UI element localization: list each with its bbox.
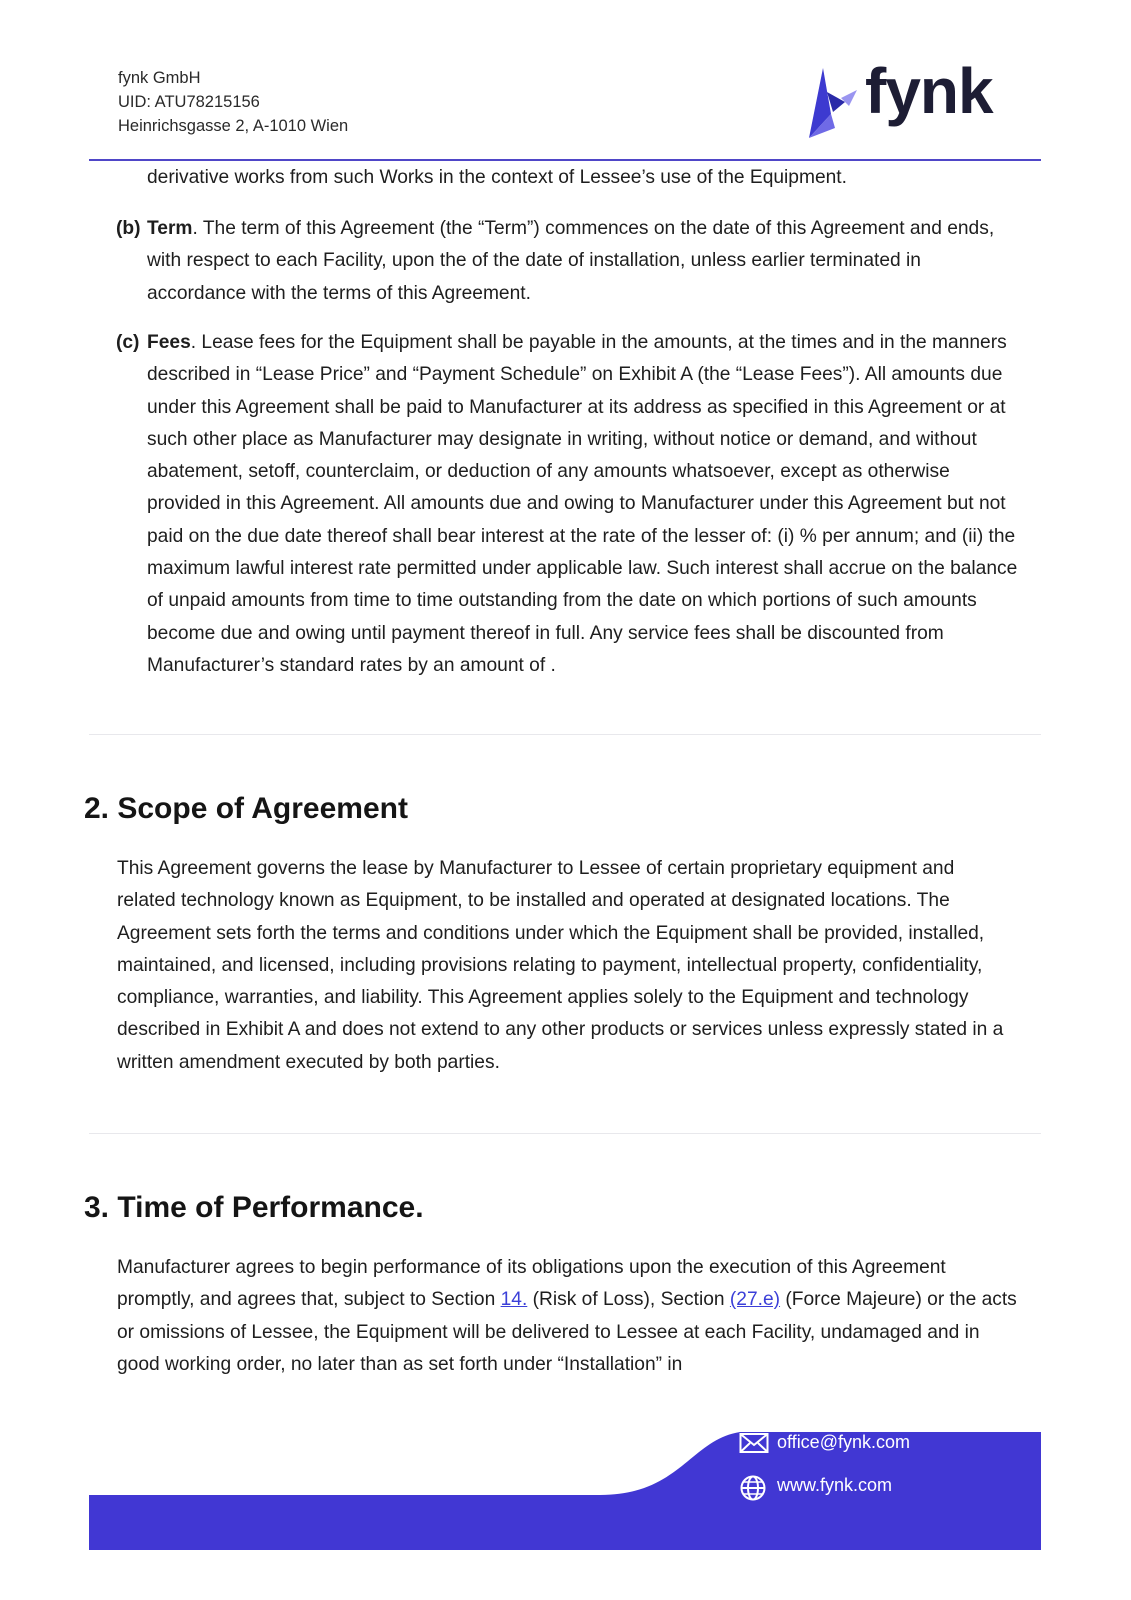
item-b-label: (b) bbox=[116, 218, 141, 239]
header-rule bbox=[89, 159, 1041, 161]
logo-wordmark: fynk bbox=[865, 55, 993, 127]
footer-email-text[interactable]: office@fynk.com bbox=[777, 1432, 910, 1452]
section-27e-link[interactable]: (27.e) bbox=[729, 1289, 781, 1311]
item-c-title: Fees bbox=[147, 332, 191, 353]
section-3-heading: 3. Time of Performance. bbox=[84, 1191, 424, 1224]
bird-logo-icon bbox=[805, 62, 865, 142]
footer-website-text[interactable]: www.fynk.com bbox=[777, 1475, 893, 1495]
item-b-text: . The term of this Agreement (the “Term”) commences on the date of this Agreement and ends, with respect to each Facility, upon the of the date of installation, unless earlier terminated in accordance with the terms of this Agreement. bbox=[147, 218, 995, 304]
section-3-body bbox=[117, 1252, 1027, 1381]
continuation-text: derivative works from such Works in the context of Lessee’s use of the Equipment. bbox=[147, 167, 847, 188]
section-3-text-part1: Manufacturer agrees to begin performance of its obligations upon the execution of this Agreement promptly, and agrees that, subject to Section bbox=[117, 1257, 946, 1311]
page-header bbox=[0, 0, 1131, 165]
item-b-body bbox=[147, 213, 1019, 310]
envelope-icon bbox=[739, 1431, 769, 1455]
footer-band bbox=[89, 1495, 1041, 1550]
item-c-label: (c) bbox=[116, 332, 140, 353]
section-14-link[interactable]: 14. bbox=[500, 1289, 528, 1311]
company-uid: UID: ATU78215156 bbox=[118, 93, 260, 111]
item-c-body bbox=[147, 327, 1027, 682]
section-3-text-part2: (Risk of Loss), Section bbox=[527, 1289, 730, 1311]
item-c-text: . Lease fees for the Equipment shall be payable in the amounts, at the times and in the manners described in “Lease Price” and “Payment Schedule” on Exhibit A (the “Lease Fees”). All amounts due under this Agreement shall be paid to Manufacturer at its address as specified in this Agreement or at such other place as Manufacturer may designate in writing, without notice or demand, and without abatement, setoff, counterclaim, or deduction of any amounts whatsoever, except as otherwise provided in this Agreement. All amounts due and owing to Manufacturer under this Agreement but not paid on the due date thereof shall bear interest at the rate of the lesser of: (i) % per annum; and (ii) the maximum lawful interest rate permitted under applicable law. Such interest shall accrue on the balance of unpaid amounts from time to time outstanding from the date on which portions of such amounts become due and owing until payment thereof in full. Any service fees shall be discounted from Manufacturer’s standard rates by an amount of . bbox=[147, 332, 1018, 676]
company-address: Heinrichsgasse 2, A-1010 Wien bbox=[118, 117, 349, 135]
section-2-body: This Agreement governs the lease by Manufacturer to Lessee of certain proprietary equipment and related technology known as Equipment, to be installed and operated at designated locations. The Agreement sets forth the terms and conditions under which the Equipment shall be provided, installed, maintained, and licensed, including provisions relating to payment, intellectual property, confidentiality, compliance, warranties, and liability. This Agreement applies solely to the Equipment and technology described in Exhibit A and does not extend to any other products or services unless expressly stated in a written amendment executed by both parties. bbox=[117, 858, 1004, 1073]
footer-curve bbox=[0, 1420, 1131, 1500]
fynk-logo bbox=[805, 55, 1005, 145]
section-divider bbox=[89, 734, 1041, 735]
company-info bbox=[118, 66, 348, 138]
section-2-heading: 2. Scope of Agreement bbox=[84, 792, 408, 825]
company-name: fynk GmbH bbox=[118, 69, 201, 87]
item-b-title: Term bbox=[147, 218, 193, 239]
section-divider bbox=[89, 1133, 1041, 1134]
globe-icon bbox=[739, 1474, 767, 1502]
section-3-text-part3: (Force Majeure) or the acts or omissions of Lessee, the Equipment will be delivered to Lessee at each Facility, undamaged and in good working order, no later than as set forth under “Installation” in bbox=[117, 1289, 1017, 1375]
